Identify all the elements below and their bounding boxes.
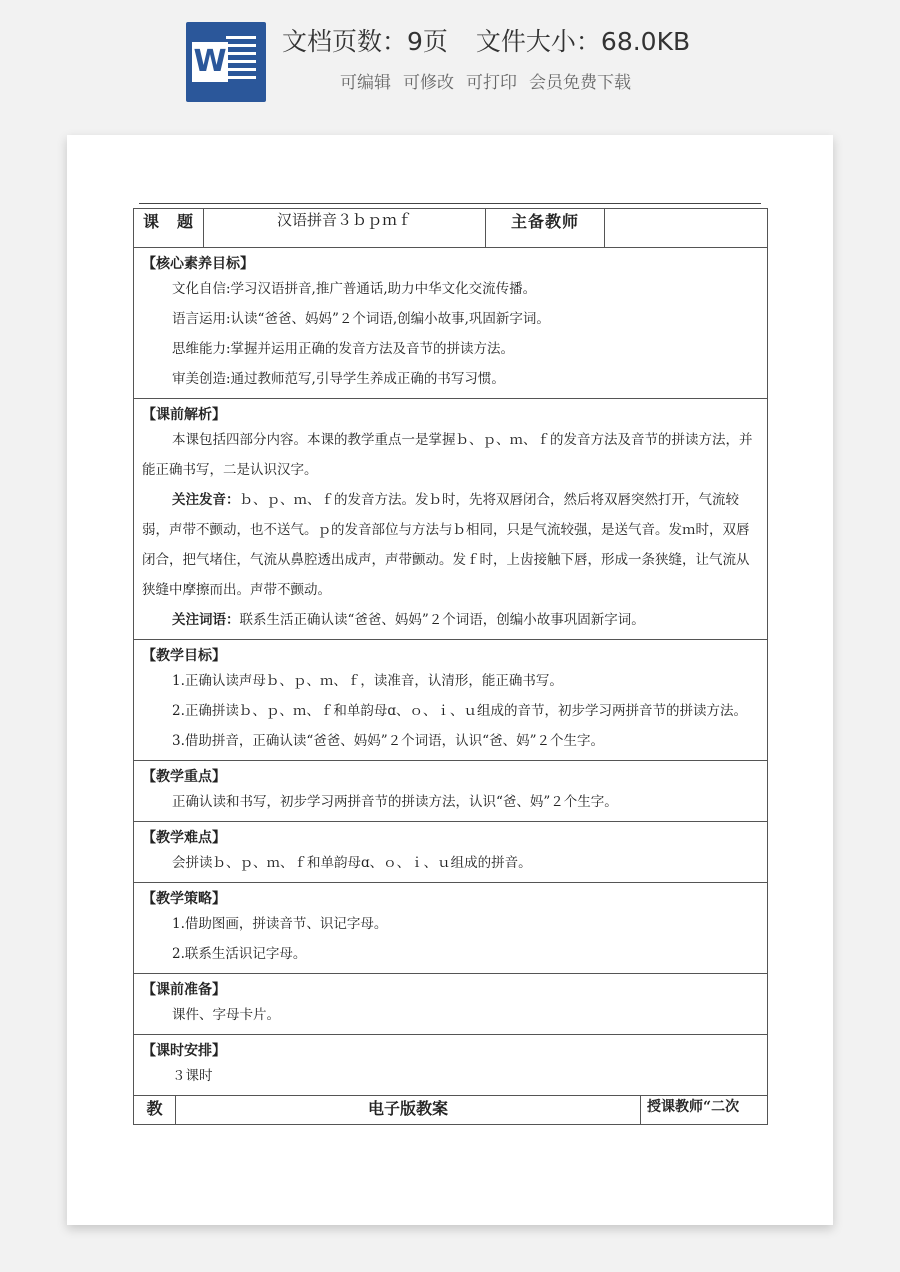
section-analysis <box>134 399 768 640</box>
prep-text: 课件、字母卡片。 <box>172 1007 280 1023</box>
analysis-overview: 本课包括四部分内容。本课的教学重点一是掌握ｂ、ｐ、ｍ、ｆ的发音方法及音节的拼读方法，并能正确书写，二是认识汉字。 <box>142 432 753 478</box>
download-banner <box>0 0 900 120</box>
section-strategy <box>134 883 768 974</box>
strategy-item: 2.联系生活识记字母。 <box>172 946 307 962</box>
section-title: 【教学策略】 <box>142 891 226 907</box>
section-title: 【教学目标】 <box>142 648 226 664</box>
feature-editable: 可编辑 <box>340 73 391 93</box>
analysis-pronunciation <box>142 485 761 605</box>
feature-modifiable: 可修改 <box>403 73 454 93</box>
goal-item: 3.借助拼音，正确认读“爸爸、妈妈”２个词语，认识“爸、妈”２个生字。 <box>172 733 604 749</box>
section-core <box>134 248 768 399</box>
file-size: 文件大小：68.0KB <box>475 27 691 56</box>
words-label: 关注词语： <box>172 612 240 628</box>
goal-item: 1.正确认读声母ｂ、ｐ、ｍ、ｆ，读准音，认清形，能正确书写。 <box>172 673 563 689</box>
teacher-label: 主备教师 <box>486 209 605 248</box>
section-title: 【课前准备】 <box>142 982 226 998</box>
section-goals <box>134 640 768 761</box>
pronunciation-label: 关注发音： <box>172 492 240 508</box>
word-document-icon <box>186 22 266 102</box>
lesson-plan-table <box>133 208 768 1125</box>
goal-item: 2.正确拼读ｂ、ｐ、ｍ、ｆ和单韵母ɑ、ｏ、ｉ、ｕ组成的音节，初步学习两拼音节的拼读方法。 <box>172 703 748 719</box>
teacher-value <box>605 209 768 248</box>
core-culture: 文化自信:学习汉语拼音,推广普通话,助力中华文化交流传播。 <box>172 281 537 297</box>
feature-printable: 可打印 <box>466 73 517 93</box>
page-count: 文档页数：9页 <box>282 27 448 56</box>
core-thinking: 思维能力:掌握并运用正确的发音方法及音节的拼读方法。 <box>172 341 515 357</box>
pronunciation-text: ｂ、ｐ、ｍ、ｆ的发音方法。发ｂ时，先将双唇闭合，然后将双唇突然打开，气流较弱，声带不颤动，也不送气。ｐ的发音部位与方法与ｂ相同，只是气流较强，是送气音。发ｍ时，双唇闭合，把气堵住，气流从鼻腔透出成声，声带颤动。发ｆ时，上齿接触下唇，形成一条狭缝，让气流从狭缝中摩擦而出。声带不颤动。 <box>142 492 750 598</box>
header-rule <box>139 203 761 204</box>
file-info <box>282 22 718 58</box>
topic-value: 汉语拼音３ｂｐｍｆ <box>204 209 486 248</box>
footer-cell-title: 电子版教案 <box>176 1096 641 1125</box>
header-row <box>134 209 768 248</box>
analysis-words <box>142 605 761 635</box>
section-difficulty <box>134 822 768 883</box>
strategy-item: 1.借助图画，拼读音节、识记字母。 <box>172 916 388 932</box>
section-prep <box>134 974 768 1035</box>
section-title: 【核心素养目标】 <box>142 256 254 272</box>
difficulty-text: 会拼读ｂ、ｐ、ｍ、ｆ和单韵母ɑ、ｏ、ｉ、ｕ组成的拼音。 <box>172 855 532 871</box>
schedule-text: ３课时 <box>172 1068 213 1084</box>
word-icon-letter: W <box>192 42 228 82</box>
feature-list <box>340 68 643 93</box>
section-title: 【课时安排】 <box>142 1043 226 1059</box>
footer-cell-teach: 教 <box>134 1096 176 1125</box>
footer-row <box>134 1096 768 1125</box>
feature-member-download: 会员免费下载 <box>529 73 631 93</box>
section-key <box>134 761 768 822</box>
section-title: 【教学重点】 <box>142 769 226 785</box>
document-page <box>67 135 833 1225</box>
footer-cell-teacher: 授课教师“二次 <box>641 1096 768 1125</box>
core-aesthetic: 审美创造:通过教师范写,引导学生养成正确的书写习惯。 <box>172 371 505 387</box>
words-text: 联系生活正确认读“爸爸、妈妈”２个词语，创编小故事巩固新字词。 <box>239 612 645 628</box>
topic-label: 课 题 <box>134 209 204 248</box>
core-language: 语言运用:认读“爸爸、妈妈”２个词语,创编小故事,巩固新字词。 <box>172 311 550 327</box>
section-title: 【课前解析】 <box>142 407 226 423</box>
section-title: 【教学难点】 <box>142 830 226 846</box>
key-text: 正确认读和书写，初步学习两拼音节的拼读方法，认识“爸、妈”２个生字。 <box>172 794 618 810</box>
section-schedule <box>134 1035 768 1096</box>
